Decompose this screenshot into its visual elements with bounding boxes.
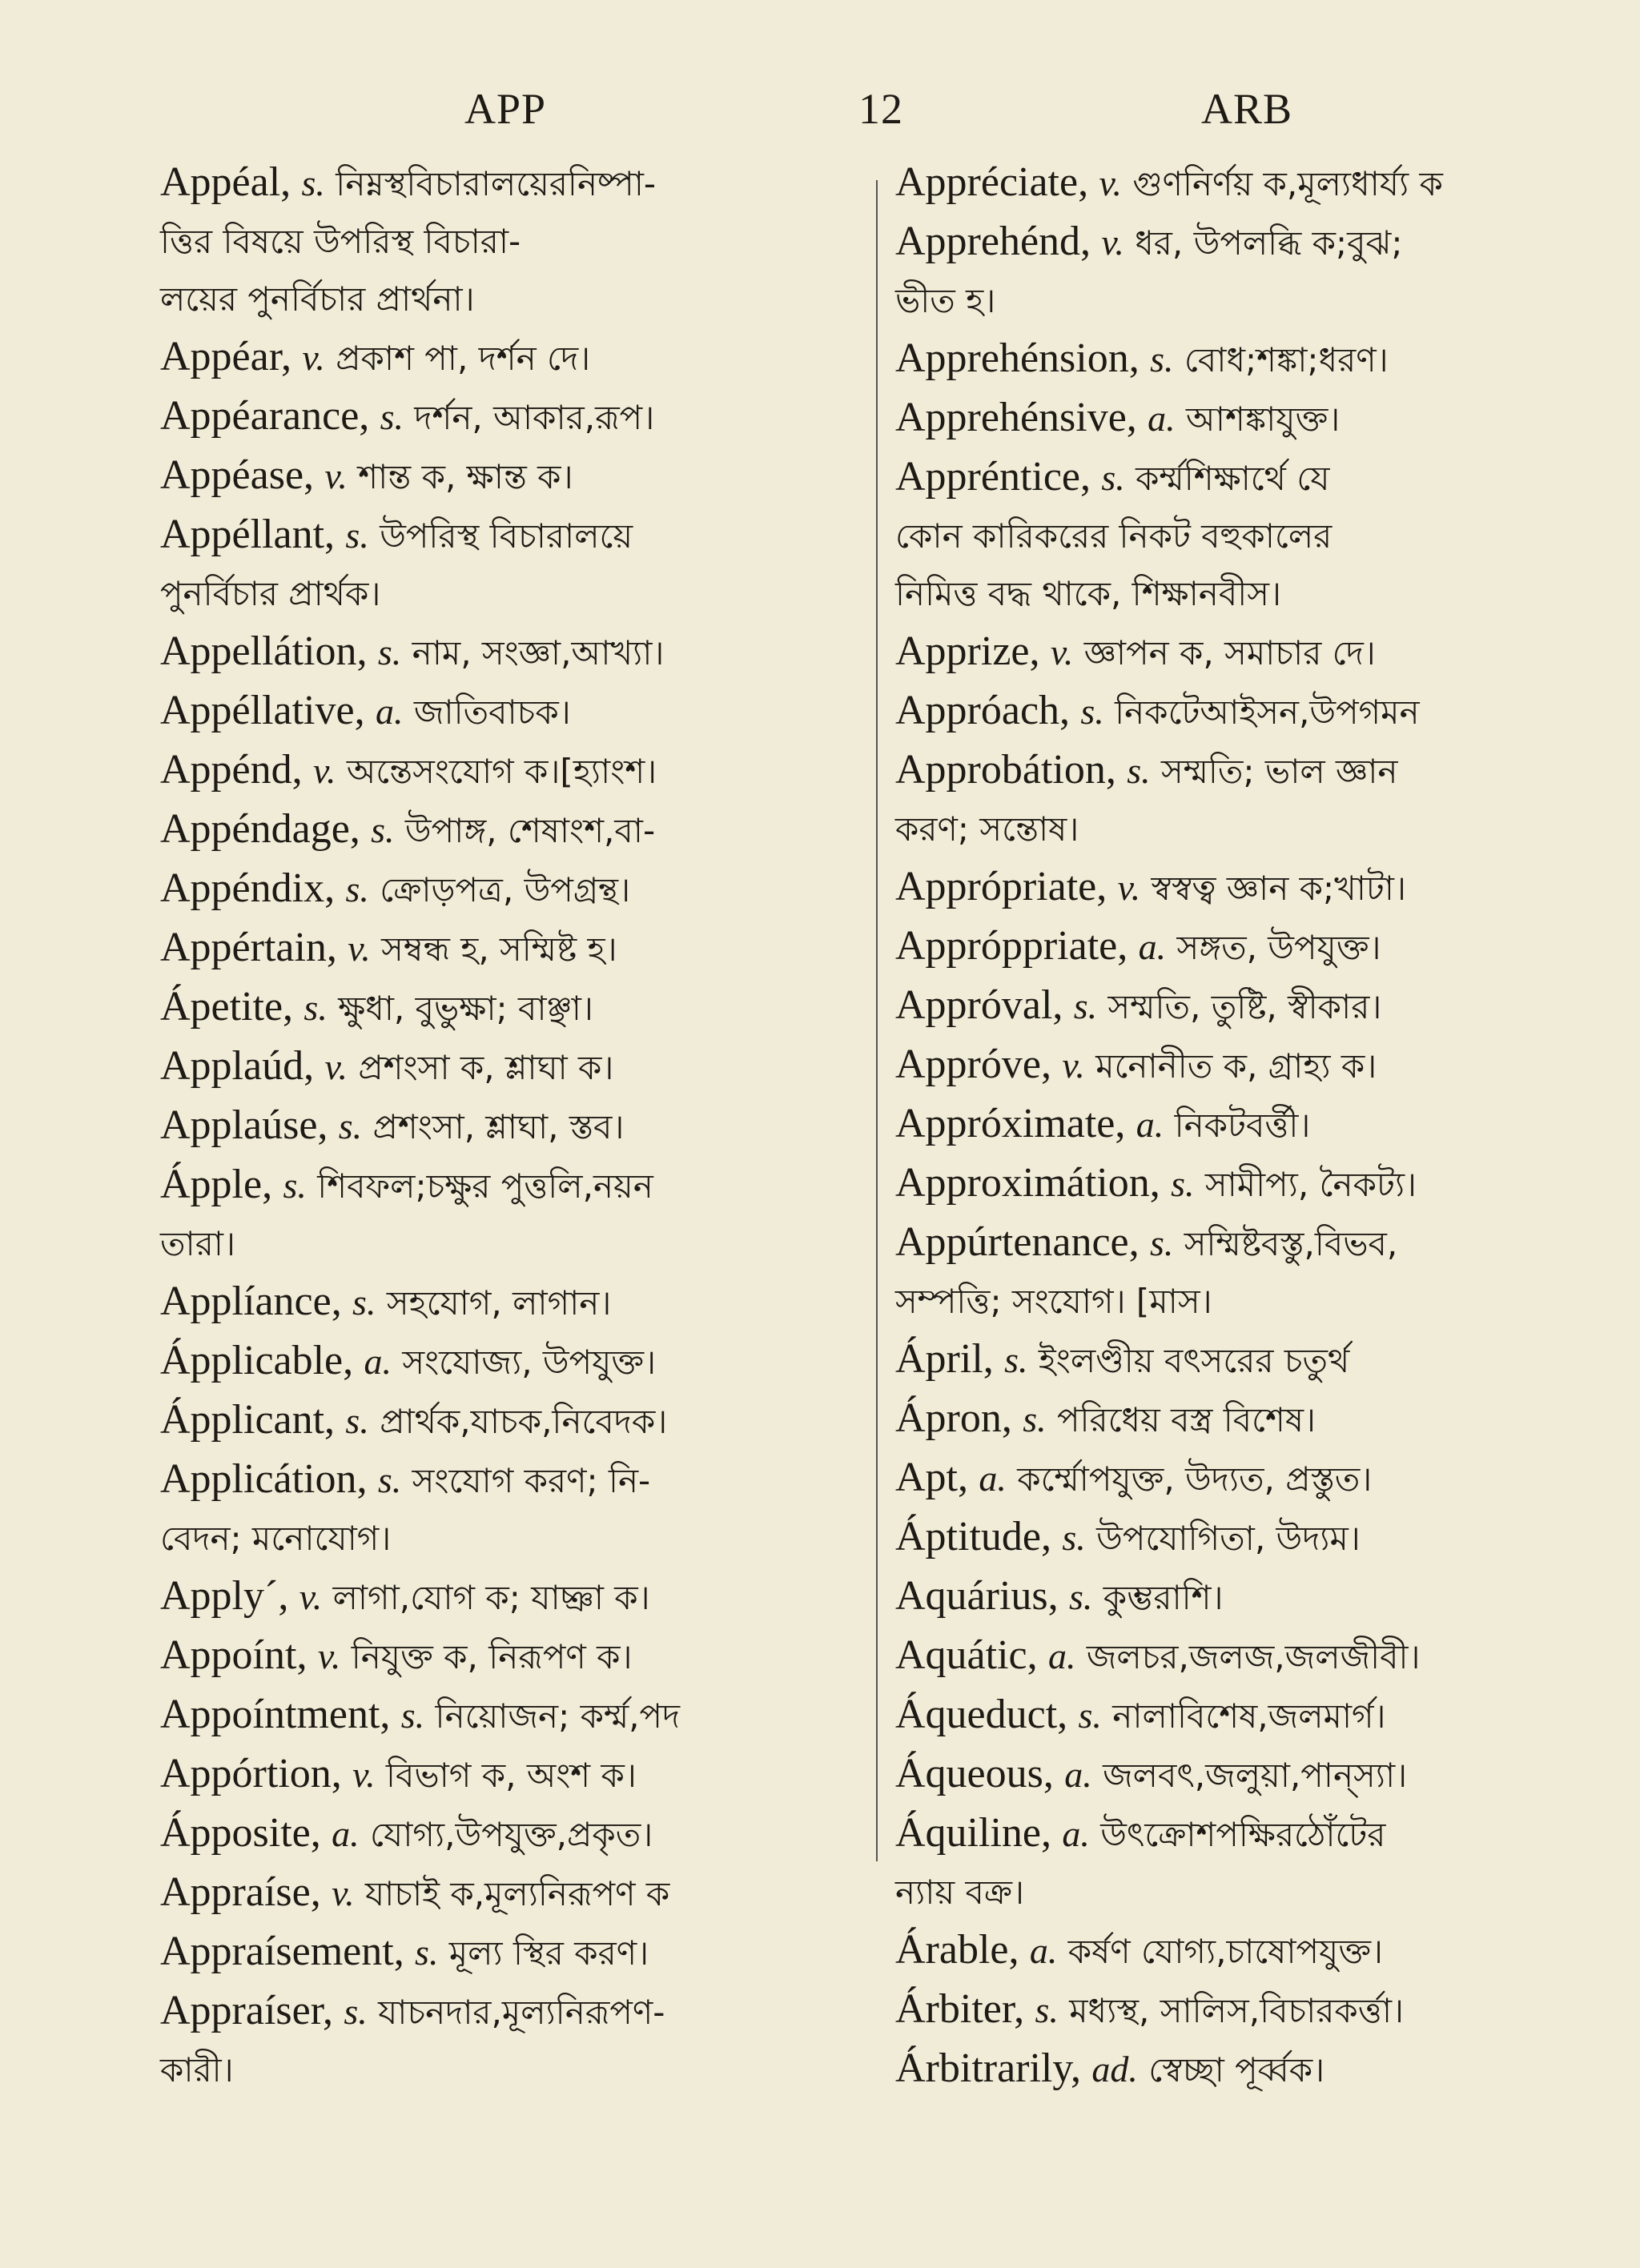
part-of-speech: v. [1101,222,1124,263]
definition-text: নিকটবর্ত্তী। [1174,1106,1311,1145]
dictionary-entry [160,1273,857,1332]
part-of-speech: v. [352,1754,376,1795]
part-of-speech: s. [380,396,404,437]
definition-text: সহযোগ, লাগান। [386,1283,612,1323]
dictionary-entry [160,506,857,623]
definition-text: নালাবিশেষ,জলমার্গ। [1112,1696,1386,1736]
headword: Appréntice, [895,454,1091,500]
dictionary-entry [160,1686,857,1745]
headword: Appénd, [160,747,303,793]
definition-text: প্রশংসা, শ্লাঘা, স্তব। [372,1107,625,1146]
definition-text: লাগা,যোগ ক; যাচ্ঞা ক। [332,1578,650,1617]
definition-text: সম্মিষ্টবস্তু,বিভব, [1184,1224,1398,1263]
definition-text: উপযোগিতা, উদ্যম। [1096,1519,1361,1558]
headword: Áquiline, [895,1810,1051,1856]
definition-text: উৎক্রোশপক্ষিরঠোঁটের [1100,1815,1386,1854]
headword: Approbátion, [895,747,1116,793]
part-of-speech: s. [1069,1576,1093,1617]
definition-text: আশঙ্কাযুক্ত। [1186,399,1341,439]
part-of-speech: a. [364,1341,392,1382]
definition-text: প্রশংসা ক, শ্লাঘা ক। [358,1048,614,1087]
part-of-speech: a. [1029,1930,1058,1971]
headword: Apply´, [160,1573,289,1619]
dictionary-entry [895,2040,1600,2099]
definition-text: ইংলণ্ডীয় বৎসরের চতুর্থ [1038,1341,1350,1380]
part-of-speech: a. [1062,1813,1090,1854]
headword: Appórtion, [160,1751,342,1796]
part-of-speech: s. [415,1932,439,1973]
dictionary-entry [160,1923,857,1982]
dictionary-entry [160,623,857,682]
dictionary-entry [895,330,1600,389]
headword: Árable, [895,1927,1019,1973]
definition-text: কর্ম্মোপযুক্ত, উদ্যত, প্রস্তুত। [1017,1459,1373,1499]
definition-continuation: বেদন; মনোযোগ। [160,1519,392,1558]
part-of-speech: s. [1101,457,1125,498]
definition-text: পরিধেয় বস্ত্র বিশেষ। [1057,1400,1316,1439]
definition-text: সংযোগ করণ; নি- [412,1461,651,1500]
dictionary-entry [895,1154,1600,1214]
dictionary-entry [160,328,857,387]
headword: Ápplicable, [160,1338,354,1383]
dictionary-entry [895,917,1600,977]
part-of-speech: v. [1099,163,1122,203]
dictionary-entry [895,213,1600,330]
definition-text: যোগ্য,উপযুক্ত,প্রকৃত। [369,1815,653,1854]
headword: Appróval, [895,982,1063,1028]
headword: Appéarance, [160,393,370,439]
dictionary-entry [160,387,857,447]
definition-text: সম্মতি, তুষ্টি, স্বীকার। [1107,987,1382,1026]
headword: Applicátion, [160,1456,368,1502]
definition-text: বিভাগ ক, অংশ ক। [386,1756,637,1795]
headword: Appraíser, [160,1988,333,2033]
definition-text: জ্ঞাপন ক, সমাচার দে। [1083,633,1376,672]
dictionary-entry [160,1568,857,1627]
definition-text: মধ্যস্থ, সালিস,বিচারকর্ত্তা। [1069,1991,1405,2030]
part-of-speech: s. [1127,750,1151,791]
headword: Ápposite, [160,1810,321,1856]
definition-text: মনোনীত ক, গ্রাহ্য ক। [1095,1046,1377,1086]
headword: Apprize, [895,628,1040,674]
headword: Apprehénsive, [895,395,1137,440]
part-of-speech: v. [317,1636,341,1676]
definition-text: জলচর,জলজ,জলজীবী। [1086,1637,1421,1676]
part-of-speech: s. [400,1695,425,1736]
part-of-speech: s. [345,869,369,909]
part-of-speech: s. [1035,1989,1059,2030]
part-of-speech: s. [345,515,369,556]
headword: Ápetite, [160,984,294,1030]
dictionary-entry [895,1508,1600,1568]
part-of-speech: v. [1062,1045,1085,1086]
headword: Aquátic, [895,1632,1038,1678]
headword: Ápple, [160,1162,273,1207]
headword: Appéar, [160,334,291,379]
headword: Árbiter, [895,1986,1025,2032]
part-of-speech: v. [324,456,348,496]
dictionary-entry [160,860,857,919]
definition-continuation: ভীত হ। [895,281,996,320]
headword: Apprópriate, [895,864,1107,909]
headword: Appróximate, [895,1101,1126,1146]
headword: Approximátion, [895,1160,1160,1206]
part-of-speech: v. [1050,632,1074,672]
part-of-speech: a. [332,1813,360,1854]
definition-continuation: তারা। [160,1224,235,1263]
dictionary-entry [895,741,1600,858]
part-of-speech: a. [979,1458,1007,1499]
headword: Apt, [895,1455,968,1500]
headword: Apprehénsion, [895,335,1140,381]
part-of-speech: s. [338,1106,363,1146]
part-of-speech: a. [1047,1636,1076,1676]
part-of-speech: a. [375,691,404,732]
definition-text: সম্বন্ধ হ, সম্মিষ্ট হ। [381,929,617,969]
dictionary-entry [160,1156,857,1273]
headword: Appúrtenance, [895,1219,1140,1265]
dictionary-entry [895,623,1600,682]
headword: Applaúse, [160,1102,328,1148]
part-of-speech: s. [283,1165,307,1206]
definition-text: নিম্নস্থবিচারালয়েরনিষ্পা- [336,164,657,203]
headword: Áptitude, [895,1514,1051,1560]
dictionary-entry [160,1864,857,1923]
headword: Ápplicant, [160,1397,336,1443]
dictionary-entry [895,1568,1600,1627]
definition-text: উপাঙ্গ, শেষাংশ,বা- [404,811,656,850]
part-of-speech: s. [1023,1399,1047,1439]
dictionary-entry [895,1804,1600,1921]
headword: Appoíntment, [160,1692,391,1737]
dictionary-entry [895,977,1600,1036]
definition-continuation: লয়ের পুনর্বিচার প্রার্থনা। [160,279,475,319]
dictionary-entry [160,1332,857,1391]
definition-continuation: করণ; সন্তোষ। [895,809,1079,849]
definition-text: গুণনির্ণয় ক,মূল্যধার্য্য ক [1132,164,1443,203]
dictionary-entry [160,1391,857,1451]
definition-text: কর্ম্মশিক্ষার্থে যে [1136,459,1330,498]
headword: Appéal, [160,159,291,205]
headword: Apprehénd, [895,219,1091,264]
definition-text: কর্ষণ যোগ্য,চাষোপযুক্ত। [1067,1932,1384,1971]
headword: Ápril, [895,1336,994,1382]
headword: Applíance, [160,1279,342,1324]
part-of-speech: s. [303,987,328,1028]
dictionary-entry [895,858,1600,917]
headword: Appróve, [895,1042,1051,1087]
dictionary-entry [895,1627,1600,1686]
part-of-speech: s. [352,1282,376,1323]
right-column [895,154,1600,2099]
dictionary-entry [895,1686,1600,1745]
dictionary-entry [160,1745,857,1804]
definition-text: যাচনদার,মূল্যনিরূপণ- [378,1993,665,2032]
part-of-speech: s. [1171,1163,1195,1204]
definition-text: স্বেচ্ছা পূর্ব্বক। [1148,2050,1325,2089]
definition-text: যাচাই ক,মূল্যনিরূপণ ক [364,1874,670,1913]
definition-text: জাতিবাচক। [413,692,571,732]
headword: Appréciate, [895,159,1089,205]
definition-text: জলবৎ,জলুয়া,পান্‌স্যা। [1103,1756,1408,1795]
part-of-speech: v. [1117,867,1141,908]
dictionary-entry [160,1804,857,1864]
definition-text: স্বস্বত্ব জ্ঞান ক;খাটা। [1151,869,1407,908]
definition-continuation: সম্পত্তি; সংযোগ। [মাস। [895,1282,1212,1321]
part-of-speech: s. [301,163,325,203]
page-number: 12 [858,85,903,133]
part-of-speech: a. [1136,1104,1164,1145]
definition-text: নিকটেআইসন,উপগমন [1115,692,1420,732]
headword: Appróppriate, [895,923,1128,969]
headword: Appéllative, [160,688,365,733]
definition-continuation: নিমিত্ত বদ্ধ থাকে, শিক্ষানবীস। [895,574,1281,613]
dictionary-entry [895,1981,1600,2040]
part-of-speech: s. [1150,1222,1174,1263]
headword: Appróach, [895,688,1071,733]
dictionary-entry [895,1214,1600,1331]
definition-text: সম্মতি; ভাল জ্ঞান [1160,752,1398,791]
dictionary-entry [895,1449,1600,1508]
dictionary-entry [160,1627,857,1686]
part-of-speech: s. [1078,1695,1102,1736]
headword: Appraísement, [160,1929,404,1974]
part-of-speech: s. [371,809,395,850]
definition-text: ক্ষুধা, বুভুক্ষা; বাঞ্ছা। [338,989,593,1028]
part-of-speech: v. [302,337,325,378]
dictionary-entry [160,1038,857,1097]
definition-text: সঙ্গত, উপযুক্ত। [1176,928,1381,967]
part-of-speech: s. [345,1400,369,1441]
definition-text: বোধ;শঙ্কা;ধরণ। [1184,340,1389,379]
dictionary-entry [895,682,1600,741]
dictionary-entry [160,978,857,1038]
definition-text: উপরিস্থ বিচারালয়ে [380,516,633,556]
headword: Áqueous, [895,1751,1054,1796]
definition-text: প্রার্থক,যাচক,নিবেদক। [380,1402,668,1441]
definition-text: কুম্ভরাশি। [1103,1578,1224,1617]
part-of-speech: v. [324,1046,348,1087]
definition-continuation: কোন কারিকরের নিকট বহুকালের [895,516,1332,556]
dictionary-entry [160,741,857,801]
definition-text: নিযুক্ত ক, নিরূপণ ক। [351,1637,633,1676]
definition-text: অন্তেসংযোগ ক।[হ্যাংশ। [346,752,657,791]
headword: Appéase, [160,452,315,498]
part-of-speech: ad. [1091,2049,1138,2089]
part-of-speech: s. [377,632,402,672]
part-of-speech: s. [1080,691,1104,732]
part-of-speech: v. [313,750,336,791]
dictionary-entry [895,1390,1600,1449]
part-of-speech: v. [332,1873,355,1913]
definition-text: শান্ত ক, ক্ষান্ত ক। [358,457,573,496]
part-of-speech: s. [1073,985,1098,1026]
headword: Árbitrarily, [895,2045,1081,2091]
left-column [160,154,857,2099]
dictionary-entry [160,919,857,978]
definition-text: শিবফল;চক্ষুর পুত্তলি,নয়ন [317,1166,653,1206]
part-of-speech: s. [344,1991,368,2032]
headword: Appéllant, [160,512,336,557]
headword: Áqueduct, [895,1692,1068,1737]
dictionary-entry [895,448,1600,623]
part-of-speech: a. [1138,926,1167,967]
part-of-speech: s. [1150,339,1174,379]
dictionary-entry [895,1331,1600,1390]
dictionary-entry [895,1921,1600,1981]
part-of-speech: v. [348,928,371,969]
definition-continuation: কারী। [160,2050,234,2089]
headword: Aquárius, [895,1573,1059,1619]
running-head-left: APP [464,85,547,133]
part-of-speech: s. [1004,1339,1028,1380]
dictionary-entry [160,154,857,328]
dictionary-entry [160,1982,857,2099]
definition-text: ধর, উপলব্ধি ক;বুঝ; [1135,223,1403,263]
dictionary-entry [895,1095,1600,1154]
headword: Appoínt, [160,1632,308,1678]
headword: Appellátion, [160,628,368,674]
headword: Ápron, [895,1395,1012,1441]
part-of-speech: s. [1062,1517,1086,1558]
dictionary-entry [895,1036,1600,1095]
dictionary-entry [160,447,857,506]
dictionary-entry [160,682,857,741]
column-divider [876,180,878,1861]
part-of-speech: s. [377,1459,402,1500]
headword: Appéndage, [160,806,360,852]
definition-text: দর্শন, আকার,রূপ। [414,398,655,437]
dictionary-entry [160,1097,857,1156]
dictionary-entry [895,389,1600,448]
part-of-speech: a. [1064,1754,1092,1795]
headword: Appéndix, [160,865,336,911]
definition-text: নাম, সংজ্ঞা,আখ্যা। [412,633,665,672]
dictionary-entry [160,801,857,860]
part-of-speech: v. [299,1576,323,1617]
definition-text: সামীপ্য, নৈকট্য। [1204,1165,1417,1204]
headword: Appértain, [160,925,337,970]
dictionary-entry [895,154,1600,213]
definition-text: সংযোজ্য, উপযুক্ত। [402,1343,657,1382]
dictionary-entry [895,1745,1600,1804]
definition-text: ক্রোড়পত্র, উপগ্রন্থ। [380,870,631,909]
dictionary-entry [160,1451,857,1568]
definition-text: নিয়োজন; কর্ম্ম,পদ [435,1696,681,1736]
headword: Applaúd, [160,1043,315,1089]
definition-continuation: ত্তির বিষয়ে উপরিস্থ বিচারা- [160,222,521,261]
definition-text: প্রকাশ পা, দর্শন দে। [336,339,591,378]
definition-text: মূল্য স্থির করণ। [448,1933,649,1973]
headword: Appraíse, [160,1869,321,1915]
running-head-right: ARB [1201,85,1293,133]
definition-continuation: পুনর্বিচার প্রার্থক। [160,574,381,613]
part-of-speech: a. [1148,398,1176,439]
definition-continuation: ন্যায় বক্র। [895,1873,1025,1912]
